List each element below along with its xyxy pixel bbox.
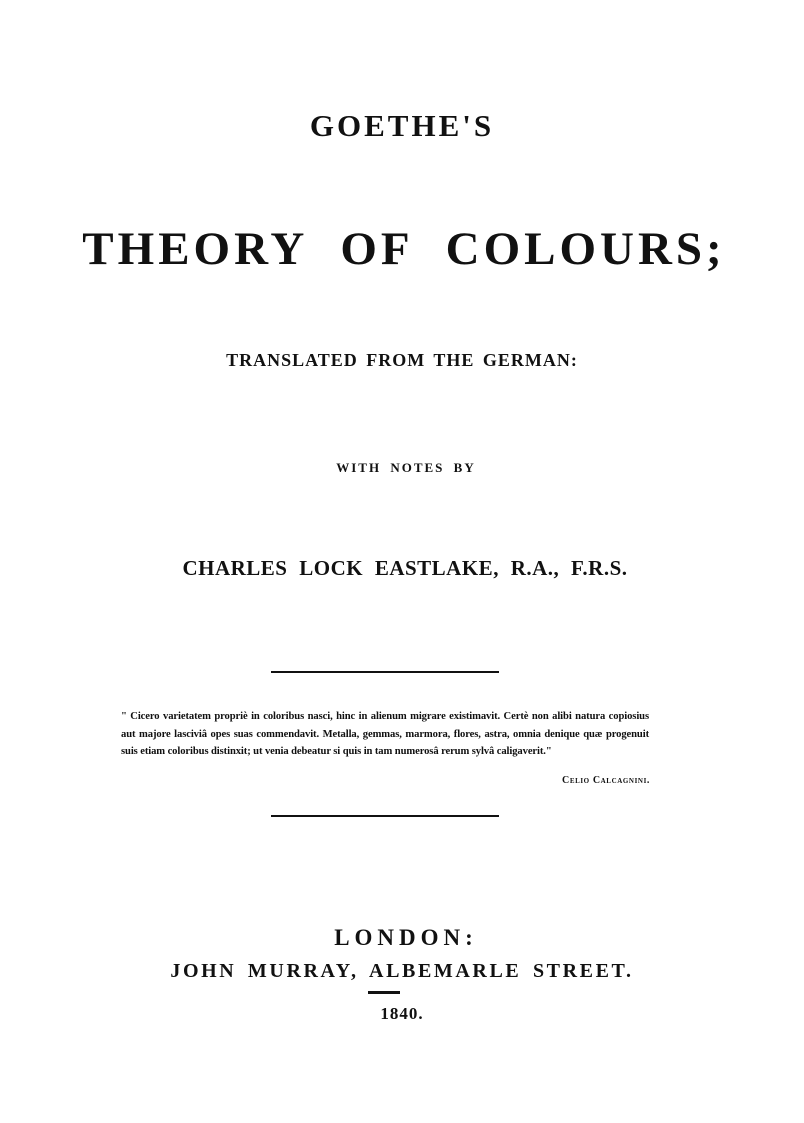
- notes-by-label: WITH NOTES BY: [336, 460, 476, 475]
- divider-rule-bottom: [271, 815, 499, 817]
- epigraph-quote: " Cicero varietatem propriè in coloribus nasci, hinc in alienum migrare existimavit. Certè non alibi natura copiosius aut majore lasciviâ opes suas commendavit. Metalla, gemmas, marmora, flores, astra, omnia denique quæ progenuit suis etiam coloribus distinxit; ut venia debeatur si quis in tam numerosâ rerum sylvâ caligaverit.": [121, 711, 649, 757]
- publisher-name: JOHN MURRAY, ALBEMARLE STREET.: [170, 960, 634, 982]
- book-title: THEORY OF COLOURS;: [82, 223, 726, 275]
- divider-rule-top: [271, 671, 499, 673]
- author-possessive-heading: GOETHE'S: [309, 108, 495, 143]
- translator-name: CHARLES LOCK EASTLAKE, R.A., F.R.S.: [182, 556, 628, 580]
- publication-year: 1840.: [380, 1004, 424, 1023]
- epigraph-attribution: Celio Calcagnini.: [562, 775, 650, 786]
- publication-place: LONDON:: [334, 925, 478, 950]
- divider-rule-short: [368, 991, 400, 994]
- subtitle: TRANSLATED FROM THE GERMAN:: [226, 350, 578, 370]
